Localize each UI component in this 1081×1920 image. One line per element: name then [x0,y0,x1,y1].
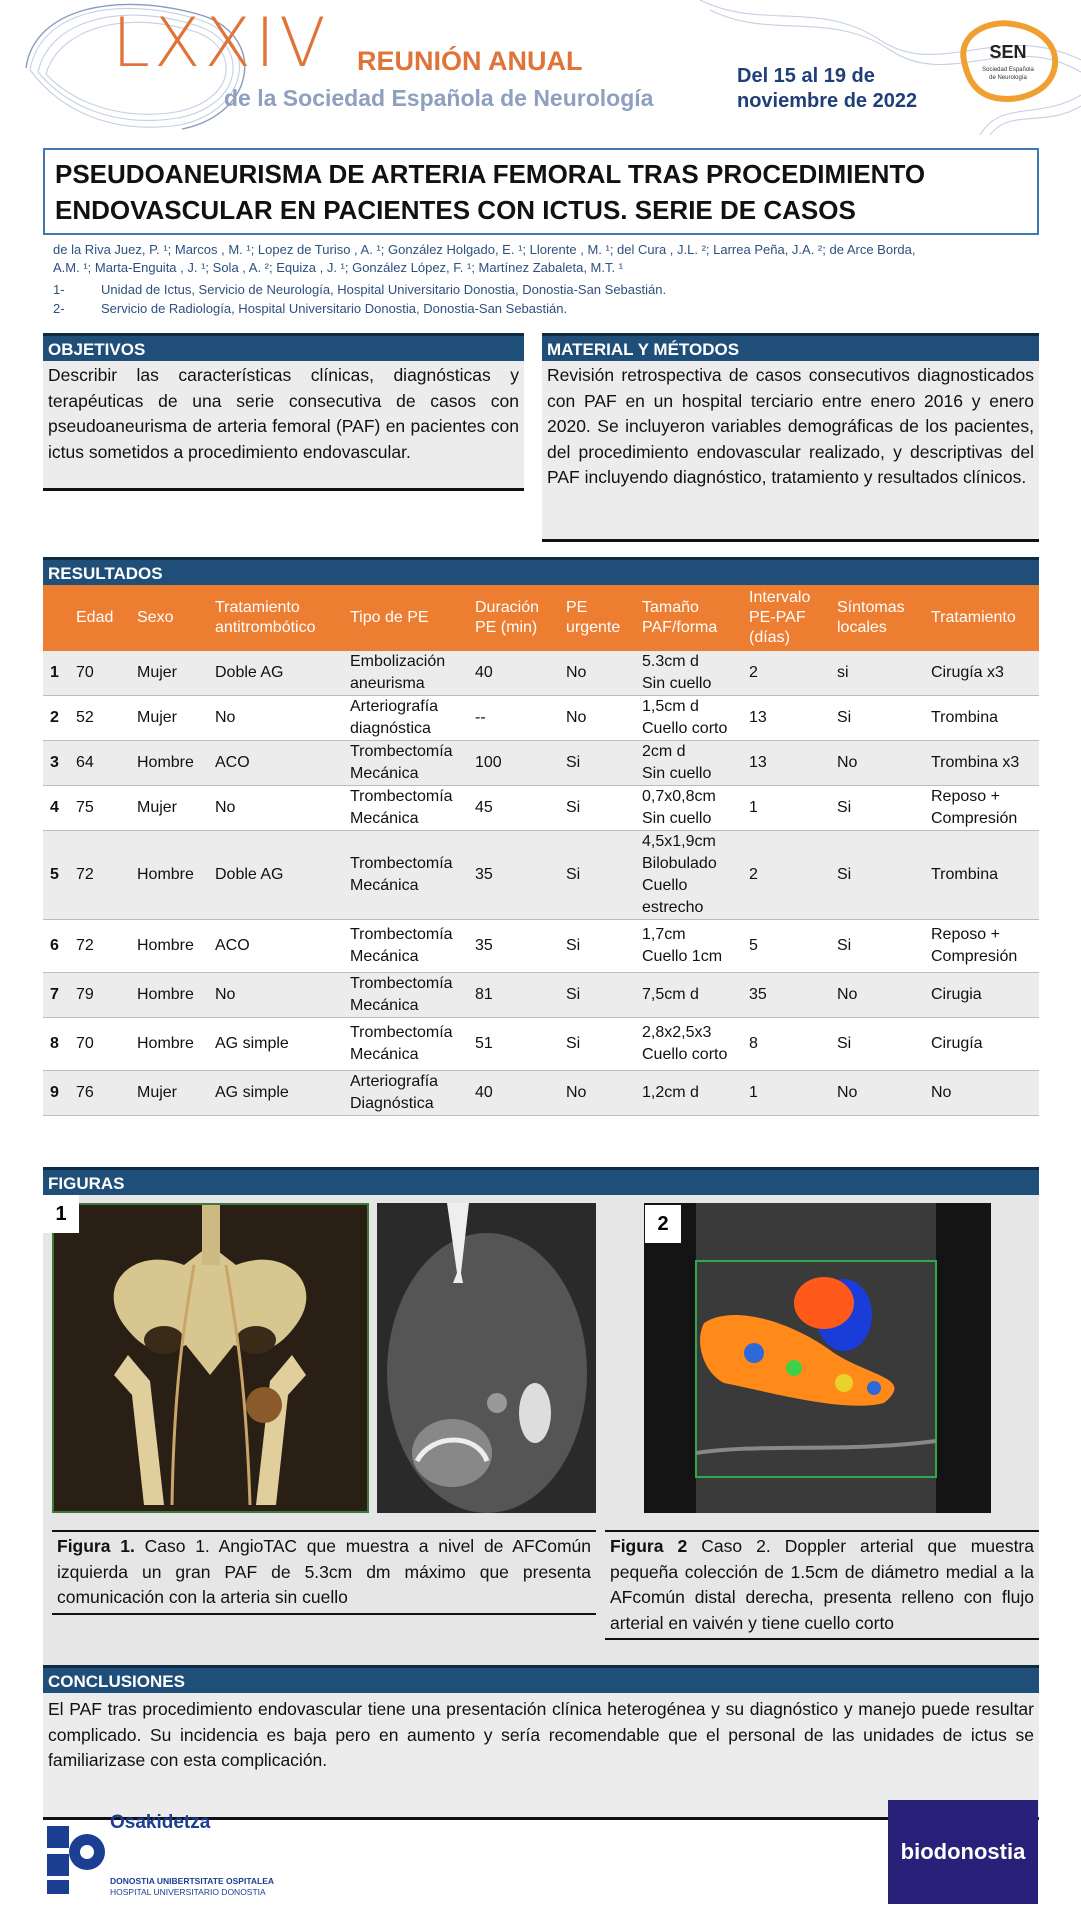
table-cell-tipo-pe: Trombectomía Mecánica [347,786,472,831]
table-cell-idx: 5 [43,831,73,920]
section-resultados [43,557,1039,1116]
table-cell-sintomas: Si [834,920,928,973]
table-cell-tratamiento: Trombina [928,696,1039,741]
section-metodos [542,333,1039,542]
table-cell-tamano: 4,5x1,9cm Bilobulado Cuello estrecho [639,831,746,920]
table-cell-tamano: 2cm d Sin cuello [639,741,746,786]
table-cell-trat-at: Doble AG [212,831,347,920]
table-column-header: Duración PE (min) [475,599,540,636]
osakidetza-name: Osakidetza [110,1812,211,1833]
table-cell-tamano: 2,8x2,5x3 Cuello corto [639,1018,746,1071]
table-cell-tratamiento: No [928,1071,1039,1116]
table-cell-intervalo: 2 [746,651,834,696]
table-cell-sintomas: si [834,651,928,696]
poster-title: PSEUDOANEURISMA DE ARTERIA FEMORAL TRAS PROCEDIMIENTO ENDOVASCULAR EN PACIENTES CON ICTUS. SERIE DE CASOS [55,159,926,225]
table-cell-edad: 79 [73,973,134,1018]
table-cell-tratamiento: Trombina x3 [928,741,1039,786]
table-cell-sintomas: No [834,973,928,1018]
table-cell-urgente: No [563,651,639,696]
table-cell-edad: 76 [73,1071,134,1116]
table-cell-edad: 75 [73,786,134,831]
table-cell-intervalo: 1 [746,1071,834,1116]
table-cell-tipo-pe: Trombectomía Mecánica [347,831,472,920]
section-heading: MATERIAL Y MÉTODOS [542,333,1039,361]
table-cell-tratamiento: Cirugía x3 [928,651,1039,696]
table-cell-tratamiento: Cirugía [928,1018,1039,1071]
table-column-header: Sexo [137,609,174,626]
table-column-header: Intervalo PE-PAF (días) [749,589,811,646]
table-cell-tamano: 0,7x0,8cm Sin cuello [639,786,746,831]
table-cell-idx: 2 [43,696,73,741]
table-column-header: Edad [76,609,114,626]
table-cell-edad: 72 [73,831,134,920]
table-cell-sexo: Mujer [134,651,212,696]
table-cell-trat-at: ACO [212,920,347,973]
table-cell-sexo: Mujer [134,786,212,831]
table-cell-sintomas: No [834,741,928,786]
svg-text:de Neurología: de Neurología [989,75,1027,81]
table-cell-sexo: Mujer [134,696,212,741]
svg-text:SEN: SEN [989,42,1027,62]
table-cell-sintomas: Si [834,696,928,741]
table-cell-urgente: No [563,1071,639,1116]
table-cell-sintomas: Si [834,1018,928,1071]
table-column-header: Tamaño PAF/forma [642,599,718,636]
table-cell-trat-at: AG simple [212,1018,347,1071]
figure-1-ct-coronal-image [377,1203,596,1513]
table-cell-duracion: 100 [472,741,563,786]
sen-logo [950,18,1064,104]
table-row [43,786,1039,831]
table-cell-duracion: 45 [472,786,563,831]
table-cell-sexo: Hombre [134,831,212,920]
table-cell-tamano: 5.3cm d Sin cuello [639,651,746,696]
table-cell-tipo-pe: Embolización aneurisma [347,651,472,696]
table-cell-intervalo: 13 [746,696,834,741]
hospital-name-es: HOSPITAL UNIVERSITARIO DONOSTIA [110,1887,266,1897]
figure-2-number: 2 [645,1205,681,1243]
congress-number: LXXIV [112,4,330,83]
figure-1-3d-ct-image [52,1203,369,1513]
section-heading: OBJETIVOS [43,333,524,361]
section-objetivos [43,333,524,491]
affiliation-1: 1- Unidad de Ictus, Servicio de Neurología, Hospital Universitario Donostia, Donostia-San Sebastián. [53,282,667,297]
table-cell-urgente: Si [563,1018,639,1071]
table-cell-tipo-pe: Trombectomía Mecánica [347,1018,472,1071]
biodonostia-logo: biodonostia [888,1800,1038,1904]
figure-1-caption: Figura 1. Caso 1. AngioTAC que muestra a nivel de AFComún izquierda un gran PAF de 5.3cm dm máximo que presenta comunicación con la arteria sin cuello [52,1530,596,1615]
table-cell-duracion: 40 [472,1071,563,1116]
table-column-header: Tipo de PE [350,609,429,626]
table-row [43,1018,1039,1071]
table-cell-urgente: Si [563,920,639,973]
table-cell-sexo: Mujer [134,1071,212,1116]
society-name: de la Sociedad Española de Neurología [224,85,654,111]
table-cell-tipo-pe: Arteriografía Diagnóstica [347,1071,472,1116]
table-cell-edad: 70 [73,651,134,696]
table-row [43,741,1039,786]
table-cell-trat-at: AG simple [212,1071,347,1116]
table-row [43,1071,1039,1116]
table-cell-idx: 6 [43,920,73,973]
section-text: El PAF tras procedimiento endovascular tiene una presentación clínica heterogénea y su diagnóstico y manejo puede resultar complicado. Su incidencia es baja pero en aumento y sería recomendable que el personal de las unidades de ictus se familiarizase con esta complicación. [43,1693,1039,1820]
section-text: Describir las características clínicas, diagnósticas y terapéuticas de una serie consecutiva de casos con pseudoaneurisma de arteria femoral (PAF) en pacientes con ictus sometidos a procedimiento endovascular. [43,361,524,491]
section-conclusiones [43,1665,1039,1820]
table-cell-idx: 3 [43,741,73,786]
table-cell-idx: 7 [43,973,73,1018]
table-cell-intervalo: 8 [746,1018,834,1071]
table-cell-tipo-pe: Arteriografía diagnóstica [347,696,472,741]
table-row [43,651,1039,696]
table-cell-intervalo: 2 [746,831,834,920]
table-row [43,831,1039,920]
table-cell-sintomas: Si [834,786,928,831]
figures-area [43,1195,1039,1685]
pelvis-3d-render [54,1205,367,1511]
table-cell-intervalo: 35 [746,973,834,1018]
table-cell-idx: 9 [43,1071,73,1116]
table-cell-trat-at: No [212,696,347,741]
table-row [43,696,1039,741]
table-column-header: PE urgente [566,599,621,636]
doppler-ultrasound [644,1203,991,1513]
table-cell-duracion: 35 [472,831,563,920]
table-cell-tipo-pe: Trombectomía Mecánica [347,973,472,1018]
section-heading: FIGURAS [43,1167,1039,1195]
table-cell-duracion: 81 [472,973,563,1018]
table-header-row [43,585,1039,651]
table-cell-sintomas: No [834,1071,928,1116]
table-cell-duracion: 40 [472,651,563,696]
table-cell-sexo: Hombre [134,920,212,973]
section-text: Revisión retrospectiva de casos consecutivos diagnosticados con PAF en un hospital terciario entre enero 2016 y enero 2020. Se incluyeron variables demográficas de los pacientes, del procedimiento endovascular realizado, y descriptivas del PAF incluyendo diagnóstico, tratamiento y resultados clínicos. [542,361,1039,542]
table-column-header: Tratamiento [931,609,1016,626]
table-cell-trat-at: No [212,973,347,1018]
table-cell-duracion: 35 [472,920,563,973]
table-row [43,973,1039,1018]
section-heading: RESULTADOS [43,557,1039,585]
table-column-header: Tratamiento antitrombótico [215,599,316,636]
author-list: de la Riva Juez, P. ¹; Marcos , M. ¹; Lopez de Turiso , A. ¹; González Holgado, E. ¹; Llorente , M. ¹; del Cura , J.L. ²; Larrea Peña, J.A. ²; de Arce Borda, A.M. ¹; Marta-Enguita , J. ¹; Sola , A. ²; Equiza , J. ¹; González López, F. ¹; Martínez Zabaleta, M.T. ¹ [53,242,916,275]
table-column-header: Síntomas locales [837,599,905,636]
figure-1-number: 1 [43,1195,79,1233]
section-heading: CONCLUSIONES [43,1665,1039,1693]
table-cell-edad: 64 [73,741,134,786]
table-cell-sexo: Hombre [134,1018,212,1071]
svg-text:Sociedad Española: Sociedad Española [982,67,1034,73]
table-cell-urgente: Si [563,831,639,920]
figure-2-caption: Figura 2 Caso 2. Doppler arterial que muestra pequeña colección de 1.5cm de diámetro medial a la AFcomún distal derecha, presenta relleno con flujo arterial en vaivén y tiene cuello corto [605,1530,1039,1640]
table-cell-tipo-pe: Trombectomía Mecánica [347,920,472,973]
table-cell-intervalo: 1 [746,786,834,831]
table-cell-urgente: Si [563,786,639,831]
table-cell-tamano: 7,5cm d [639,973,746,1018]
table-cell-intervalo: 13 [746,741,834,786]
table-cell-sexo: Hombre [134,973,212,1018]
table-cell-tipo-pe: Trombectomía Mecánica [347,741,472,786]
table-cell-trat-at: ACO [212,741,347,786]
hospital-name-eu: DONOSTIA UNIBERTSITATE OSPITALEA [110,1876,275,1886]
table-row [43,920,1039,973]
table-cell-tamano: 1,7cm Cuello 1cm [639,920,746,973]
congress-dates: Del 15 al 19 de noviembre de 2022 [737,65,918,112]
table-cell-idx: 8 [43,1018,73,1071]
table-cell-idx: 4 [43,786,73,831]
table-cell-tamano: 1,5cm d Cuello corto [639,696,746,741]
table-cell-duracion: -- [472,696,563,741]
figure-2-doppler-image [644,1203,991,1513]
section-figuras [43,1167,1039,1685]
ct-coronal-slice [377,1203,596,1513]
table-cell-intervalo: 5 [746,920,834,973]
congress-title: REUNIÓN ANUAL [357,46,583,76]
table-cell-urgente: No [563,696,639,741]
table-cell-duracion: 51 [472,1018,563,1071]
table-cell-sintomas: Si [834,831,928,920]
table-cell-tratamiento: Cirugia [928,973,1039,1018]
table-cell-tratamiento: Trombina [928,831,1039,920]
table-column-header [43,585,73,651]
table-cell-urgente: Si [563,741,639,786]
results-table [43,585,1039,1116]
table-cell-urgente: Si [563,973,639,1018]
table-cell-tratamiento: Reposo + Compresión [928,920,1039,973]
table-cell-edad: 52 [73,696,134,741]
affiliation-2: 2- Servicio de Radiología, Hospital Universitario Donostia, Donostia-San Sebastián. [53,301,568,316]
poster-title-box [43,148,1039,235]
table-cell-edad: 72 [73,920,134,973]
table-cell-edad: 70 [73,1018,134,1071]
table-cell-trat-at: No [212,786,347,831]
table-cell-tratamiento: Reposo + Compresión [928,786,1039,831]
header-banner [0,0,1081,135]
table-cell-trat-at: Doble AG [212,651,347,696]
table-cell-sexo: Hombre [134,741,212,786]
table-cell-tamano: 1,2cm d [639,1071,746,1116]
table-cell-idx: 1 [43,651,73,696]
